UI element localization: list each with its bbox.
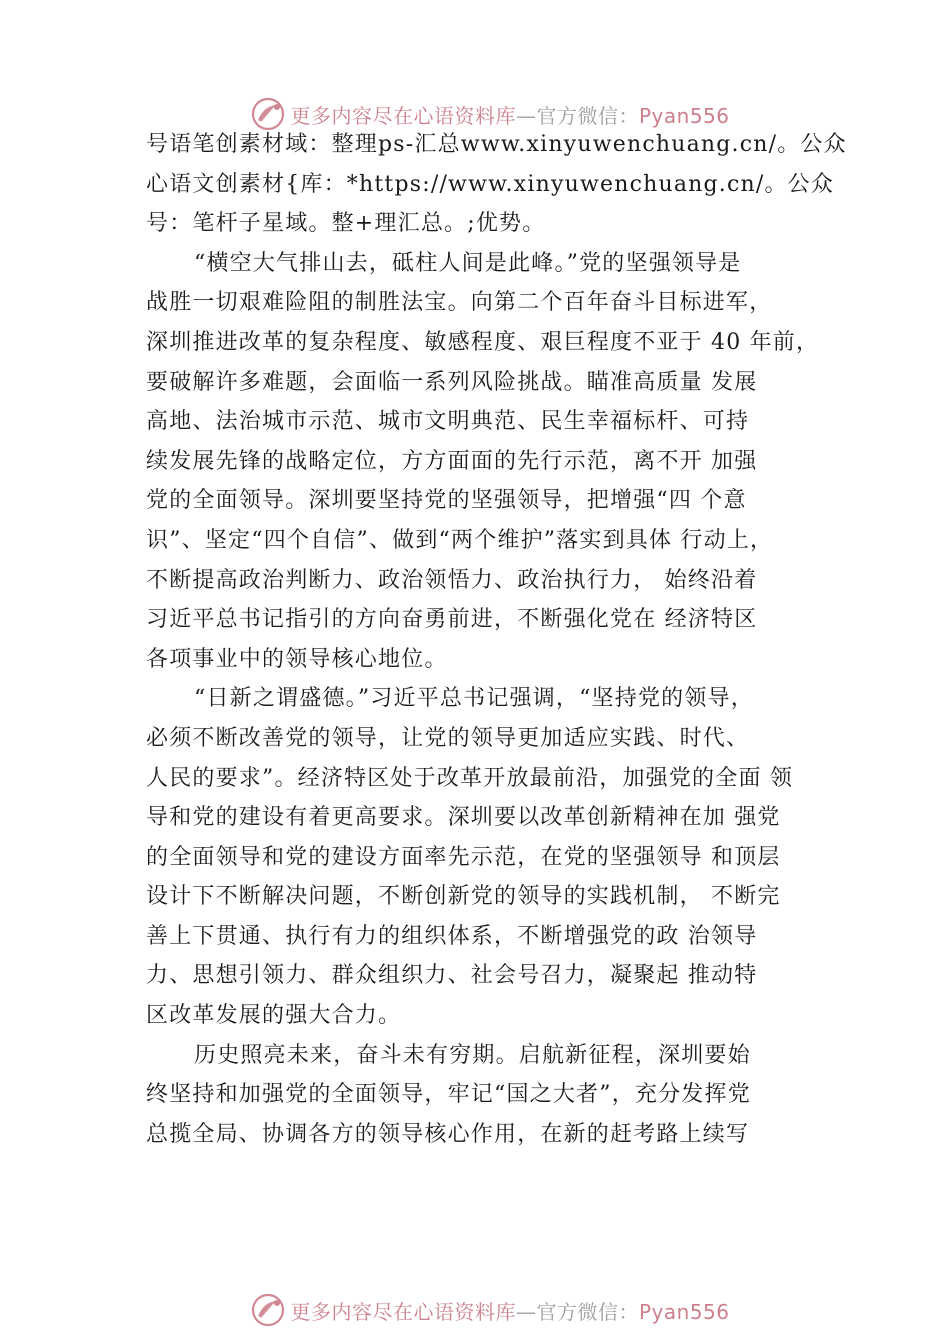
text-line: 人民的要求”。经济特区处于改革开放最前沿，加强党的全面 领 bbox=[146, 765, 794, 791]
text-line: 深圳推进改革的复杂程度、敏感程度、艰巨程度不亚于 40 年前， bbox=[146, 329, 820, 355]
text-line: 的全面领导和党的建设方面率先示范，在党的坚强领导 和顶层 bbox=[146, 844, 781, 870]
text-line: 识”、坚定“四个自信”、做到“两个维护”落实到具体 行动上， bbox=[146, 527, 774, 553]
watermark-group bbox=[250, 1292, 729, 1328]
watermark-brand: 更多内容尽在心语资料库 bbox=[290, 103, 516, 128]
text-line: 力、思想引领力、群众组织力、社会号召力，凝聚起 推动特 bbox=[146, 963, 758, 989]
header-line: 号语笔创素材域：整理ps-汇总www.xinyuwenchuang.cn/。公众 bbox=[146, 132, 847, 157]
watermark-wechat-label: 官方微信： bbox=[536, 103, 639, 128]
text-line: 区改革发展的强大合力。 bbox=[146, 1003, 402, 1029]
text-line: 总揽全局、协调各方的领导核心作用，在新的赶考路上续写 bbox=[146, 1121, 750, 1147]
watermark-dash: — bbox=[515, 103, 537, 128]
text-line: 善上下贯通、执行有力的组织体系，不断增强党的政 治领导 bbox=[146, 923, 758, 949]
text-line: 党的全面领导。深圳要坚持党的坚强领导，把增强“四 个意 bbox=[146, 488, 747, 514]
text-line: 要破解许多难题，会面临一系列风险挑战。瞄准高质量 发展 bbox=[146, 369, 758, 395]
watermark-dash: — bbox=[515, 1299, 537, 1324]
paragraph-2 bbox=[146, 679, 846, 1035]
watermark-wechat-id: Pyan556 bbox=[638, 1299, 730, 1324]
paragraph-3 bbox=[146, 1036, 846, 1155]
watermark-wechat-id: Pyan556 bbox=[638, 103, 730, 128]
header-line: 号：笔杆子星域。整+理汇总。;优势。 bbox=[146, 211, 546, 237]
document-body bbox=[146, 125, 846, 1154]
text-line: 导和党的建设有着更高要求。深圳要以改革创新精神在加 强党 bbox=[146, 805, 781, 831]
header-garbled-block bbox=[146, 125, 846, 244]
watermark-banner-bottom bbox=[0, 1290, 950, 1330]
watermark-brand: 更多内容尽在心语资料库 bbox=[290, 1299, 516, 1324]
watermark-wechat-label: 官方微信： bbox=[536, 1299, 639, 1324]
text-line: 终坚持和加强党的全面领导，牢记“国之大者”，充分发挥党 bbox=[146, 1082, 751, 1108]
brand-logo-icon bbox=[250, 1292, 286, 1328]
text-line: 必须不断改善党的领导，让党的领导更加适应实践、时代、 bbox=[146, 725, 750, 751]
text-line: 设计下不断解决问题，不断创新党的领导的实践机制， 不断完 bbox=[146, 884, 781, 910]
text-line: 不断提高政治判断力、政治领悟力、政治执行力， 始终沿着 bbox=[146, 567, 758, 593]
text-line: 各项事业中的领导核心地位。 bbox=[146, 646, 448, 672]
text-line: 高地、法治城市示范、城市文明典范、民生幸福标杆、可持 bbox=[146, 409, 750, 435]
paragraph-1 bbox=[146, 244, 846, 680]
text-line: 战胜一切艰难险阻的制胜法宝。向第二个百年奋斗目标进军， bbox=[146, 290, 773, 316]
text-line: “日新之谓盛德。”习近平总书记强调，“坚持党的领导， bbox=[194, 686, 754, 712]
header-line: 心语文创素材{库：*https://www.xinyuwenchuang.cn/。公众 bbox=[146, 171, 835, 197]
text-line: 续发展先锋的战略定位，方方面面的先行示范，离不开 加强 bbox=[146, 448, 758, 474]
text-line: “横空大气排山去，砥柱人间是此峰。”党的坚强领导是 bbox=[194, 250, 742, 276]
watermark-text bbox=[290, 1296, 729, 1325]
text-line: 习近平总书记指引的方向奋勇前进，不断强化党在 经济特区 bbox=[146, 607, 758, 633]
text-line: 历史照亮未来，奋斗未有穷期。启航新征程，深圳要始 bbox=[194, 1042, 751, 1068]
